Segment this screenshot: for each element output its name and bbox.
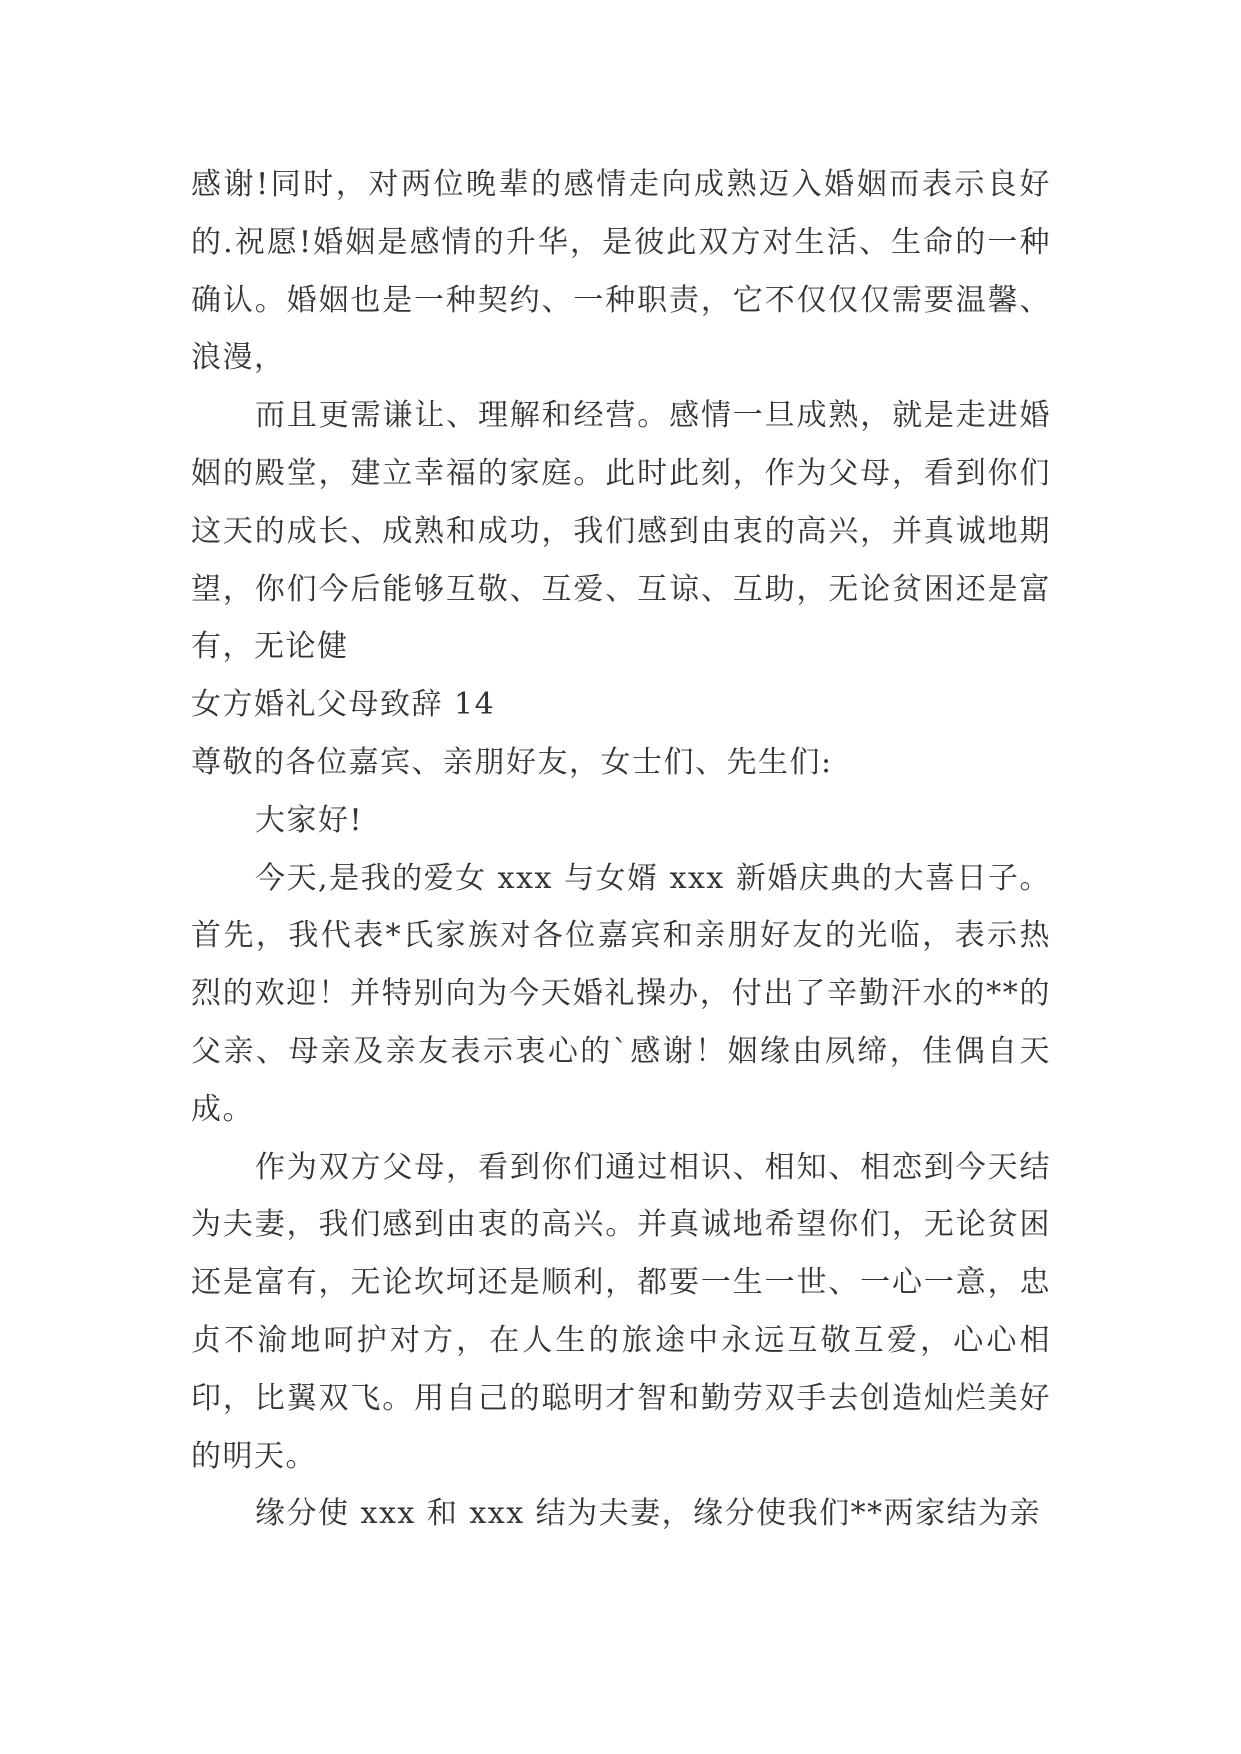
paragraph-4: 作为双方父母，看到你们通过相识、相知、相恋到今天结为夫妻，我们感到由衷的高兴。并真诚地希望你们，无论贫困还是富有，无论坎坷还是顺利，都要一生一世、一心一意，忠贞不渝地呵护对方，在人生的旅途中永远互敬互爱，心心相印，比翼双飞。用自己的聪明才智和勤劳双手去创造灿烂美好的明天。	[191, 1149, 1051, 1474]
greeting: 大家好!	[255, 802, 364, 838]
document-body	[191, 156, 1051, 1543]
section-title: 女方婚礼父母致辞 14	[191, 687, 496, 723]
paragraph-1: 感谢!同时，对两位晚辈的感情走向成熟迈入婚姻而表示良好的.祝愿!婚姻是感情的升华，是彼此双方对生活、生命的一种确认。婚姻也是一种契约、一种职责，它不仅仅仅需要温馨、浪漫，	[191, 167, 1051, 376]
salutation: 尊敬的各位嘉宾、亲朋好友，女士们、先生们:	[191, 744, 833, 780]
paragraph-5: 缘分使 xxx 和 xxx 结为夫妻，缘分使我们**两家结为亲	[255, 1496, 1042, 1532]
paragraph-2: 而且更需谦让、理解和经营。感情一旦成熟，就是走进婚姻的殿堂，建立幸福的家庭。此时此刻，作为父母，看到你们这天的成长、成熟和成功，我们感到由衷的高兴，并真诚地期望，你们今后能够互敬、互爱、互谅、互助，无论贫困还是富有，无论健	[191, 398, 1051, 665]
paragraph-3: 今天,是我的爱女 xxx 与女婿 xxx 新婚庆典的大喜日子。首先，我代表*氏家族对各位嘉宾和亲朋好友的光临，表示热烈的欢迎！并特别向为今天婚礼操办，付出了辛勤汗水的**的父亲、母亲及亲友表示衷心的`感谢！姻缘由夙缔，佳偶自天成。	[191, 860, 1051, 1127]
